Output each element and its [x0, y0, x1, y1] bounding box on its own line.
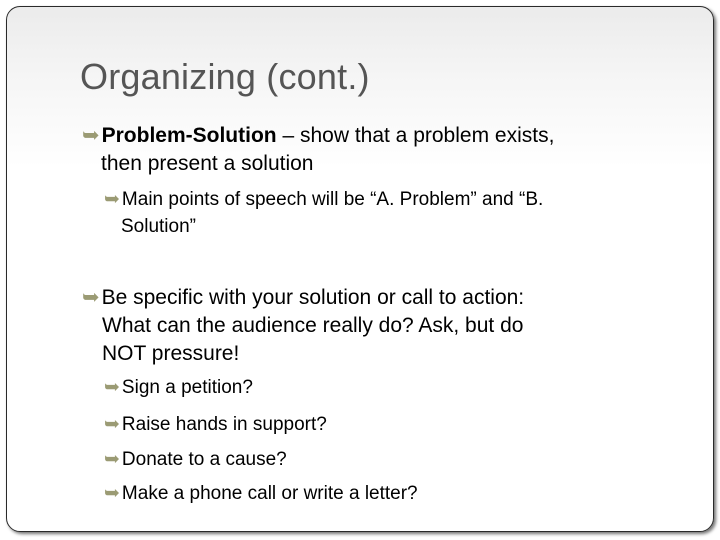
slide-title: Organizing (cont.) — [80, 56, 370, 97]
bullet-continuation: then present a solution — [101, 152, 314, 175]
sub-bullet-main-points — [104, 186, 543, 240]
bullet-arrow-icon: ➥ — [104, 189, 120, 210]
bullet-text: Main points of speech will be “A. Problem” and “B. — [121, 189, 544, 210]
sub-bullet-phone-call — [104, 480, 418, 507]
bullet-text: Raise hands in support? — [121, 414, 327, 435]
bullet-problem-solution — [82, 122, 554, 178]
bullet-text: – show that a problem exists, — [276, 124, 555, 147]
sub-bullet-raise-hands — [104, 411, 327, 438]
bullet-arrow-icon: ➥ — [104, 377, 120, 398]
bullet-arrow-icon: ➥ — [104, 414, 120, 435]
bullet-continuation: Solution” — [121, 216, 196, 237]
bullet-arrow-icon: ➥ — [82, 124, 100, 147]
bullet-lead: Problem-Solution — [101, 124, 277, 147]
bullet-text: Sign a petition? — [121, 377, 253, 398]
bullet-arrow-icon: ➥ — [104, 449, 120, 470]
sub-bullet-donate — [104, 446, 287, 473]
bullet-text: Donate to a cause? — [121, 449, 287, 470]
bullet-text: Make a phone call or write a letter? — [121, 483, 418, 504]
bullet-text: Be specific with your solution or call to action: — [101, 286, 525, 309]
bullet-arrow-icon: ➥ — [82, 286, 100, 309]
bullet-continuation: NOT pressure! — [102, 342, 240, 365]
bullet-arrow-icon: ➥ — [104, 483, 120, 504]
sub-bullet-petition — [104, 374, 253, 401]
bullet-be-specific — [82, 284, 524, 368]
bullet-continuation: What can the audience really do? Ask, but do — [102, 314, 524, 337]
